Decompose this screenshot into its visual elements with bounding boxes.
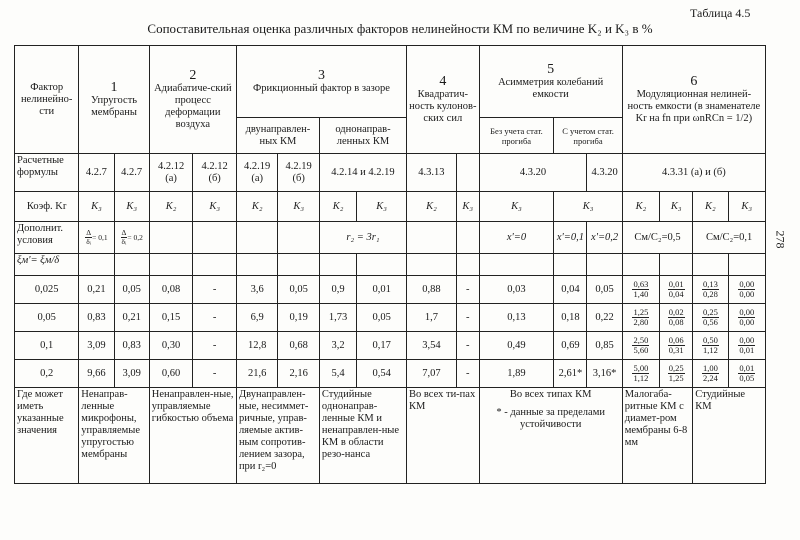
frac-cell: $\frac{2,50}{5,60}$: [622, 332, 659, 360]
empty-cell: [456, 254, 479, 276]
formula-cell: 4.2.19 (б): [278, 154, 319, 192]
xi-value: 0,2: [15, 360, 79, 388]
empty-cell: [357, 254, 407, 276]
value-cell: 1,7: [407, 304, 457, 332]
coef-cell: K₃: [114, 192, 149, 222]
coef-cell: K₃: [79, 192, 114, 222]
frac-cell: $\frac{0,50}{1,12}$: [693, 332, 728, 360]
frac-cell: $\frac{0,25}{0,56}$: [693, 304, 728, 332]
formula-cell: 4.2.19 (а): [236, 154, 277, 192]
formula-cell: 4.3.20: [479, 154, 587, 192]
value-cell: 12,8: [236, 332, 277, 360]
empty-cell: [660, 254, 693, 276]
value-cell: 0,83: [114, 332, 149, 360]
value-cell: 0,49: [479, 332, 554, 360]
usage-col-5-text: Во всех типах КМ: [509, 389, 592, 400]
col-5-header: 5 Асимметрия колебаний емкости: [479, 46, 622, 118]
value-cell: -: [456, 304, 479, 332]
coef-cell: K₃: [278, 192, 319, 222]
xi-value: 0,025: [15, 276, 79, 304]
coef-cell: K₂: [693, 192, 728, 222]
coef-cell: K₂: [407, 192, 457, 222]
frac-cell: $\frac{0,06}{0,31}$: [660, 332, 693, 360]
value-cell: 5,4: [319, 360, 356, 388]
cm-condition-01: Cм/C₂=0,1: [693, 222, 766, 254]
value-cell: 0,22: [587, 304, 622, 332]
value-cell: -: [193, 332, 237, 360]
value-cell: -: [193, 276, 237, 304]
empty-cell: [407, 254, 457, 276]
frac-cell: $\frac{0,01}{0,05}$: [728, 360, 766, 388]
coef-cell: K₂: [319, 192, 356, 222]
value-cell: 0,13: [479, 304, 554, 332]
value-cell: 0,54: [357, 360, 407, 388]
empty-cell: [236, 222, 277, 254]
usage-col-3b: Студийные однонаправ-ленные КМ и ненаправлен-ные КМ в области резо-нанса: [319, 388, 406, 484]
value-cell: 0,15: [149, 304, 193, 332]
empty-cell: [407, 222, 457, 254]
formula-cell: 4.2.12 (а): [149, 154, 193, 192]
value-cell: -: [456, 360, 479, 388]
value-cell: 0,60: [149, 360, 193, 388]
value-cell: 7,07: [407, 360, 457, 388]
coef-cell: K₃: [357, 192, 407, 222]
empty-cell: [236, 254, 277, 276]
value-cell: 3,6: [236, 276, 277, 304]
value-cell: 0,69: [554, 332, 587, 360]
x-condition-0: x'=0: [479, 222, 554, 254]
empty-cell: [622, 254, 659, 276]
formula-cell: 4.2.7: [79, 154, 114, 192]
usage-col-3a: Двунаправлен-ные, несиммет-ричные, управ-ляемые актив-ным сопротив-лением зазора, при r₂=0: [236, 388, 319, 484]
coef-cell: K₃: [479, 192, 554, 222]
coef-cell: K₂: [622, 192, 659, 222]
xi-label: ξм'= ξм/δ: [15, 254, 79, 276]
value-cell: 0,01: [357, 276, 407, 304]
xi-value: 0,05: [15, 304, 79, 332]
value-cell: 0,9: [319, 276, 356, 304]
value-cell: 2,16: [278, 360, 319, 388]
frac-cell: $\frac{0,00}{0,00}$: [728, 276, 766, 304]
coef-cell: K₂: [236, 192, 277, 222]
col-1-header: 1 Упругость мембраны: [79, 46, 150, 154]
frac-cell: $\frac{5,00}{1,12}$: [622, 360, 659, 388]
value-cell: 0,05: [114, 276, 149, 304]
usage-row: [15, 388, 766, 484]
empty-cell: [728, 254, 766, 276]
col-3a-header: двунаправлен-ных КМ: [236, 118, 319, 154]
col-4-header: 4 Квадратич-ность кулонов-ских сил: [407, 46, 480, 154]
value-cell: -: [193, 304, 237, 332]
data-row-0: [15, 276, 766, 304]
usage-col-2: Ненаправлен-ные, управляемые гибкостью объема: [149, 388, 236, 484]
frac-cell: $\frac{0,01}{0,04}$: [660, 276, 693, 304]
coef-cell: K₃: [728, 192, 766, 222]
value-cell: 0,85: [587, 332, 622, 360]
usage-col-5-note: * - данные за пределами устойчивости: [496, 407, 605, 430]
comparison-table: [14, 45, 766, 484]
col-5b-header: С учетом стат. прогиба: [554, 118, 622, 154]
col-3-header: 3 Фрикционный фактор в зазоре: [236, 46, 406, 118]
col-3b-header: однонаправ-ленных КМ: [319, 118, 406, 154]
value-cell: 0,05: [357, 304, 407, 332]
value-cell: 0,03: [479, 276, 554, 304]
formula-cell: 4.3.13: [407, 154, 457, 192]
page-title: Сопоставительная оценка различных факторов нелинейности КМ по величине K₂ и K₃ в %: [147, 21, 653, 36]
value-cell: 0,17: [357, 332, 407, 360]
coef-cell: K₃: [554, 192, 622, 222]
page-number: 278: [773, 230, 788, 249]
extra-label: Дополнит. условия: [15, 222, 79, 254]
frac-cell: $\frac{1,00}{2,24}$: [693, 360, 728, 388]
value-cell: 0,05: [587, 276, 622, 304]
coef-cell: K₃: [193, 192, 237, 222]
value-cell: 0,19: [278, 304, 319, 332]
empty-cell: [149, 254, 193, 276]
table-label: Таблица 4.5: [690, 6, 751, 20]
data-row-2: [15, 332, 766, 360]
value-cell: 0,30: [149, 332, 193, 360]
value-cell: -: [456, 276, 479, 304]
value-cell: 1,73: [319, 304, 356, 332]
value-cell: 3,2: [319, 332, 356, 360]
coef-cell: K₃: [456, 192, 479, 222]
col-5a-header: Без учета стат. прогиба: [479, 118, 554, 154]
empty-cell: [693, 254, 728, 276]
value-cell: 3,16*: [587, 360, 622, 388]
formula-cell: 4.2.12 (б): [193, 154, 237, 192]
coef-label: Коэф. Kr: [15, 192, 79, 222]
value-cell: 0,05: [278, 276, 319, 304]
empty-cell: [479, 254, 554, 276]
formula-cell: 4.3.20: [587, 154, 622, 192]
usage-col-6a: Малогаба-ритные КМ с диамет-ром мембраны 6-8 мм: [622, 388, 693, 484]
empty-cell: [456, 222, 479, 254]
value-cell: 0,21: [114, 304, 149, 332]
value-cell: 3,09: [79, 332, 114, 360]
usage-col-6b: Студийные КМ: [693, 388, 766, 484]
empty-cell: [149, 222, 193, 254]
frac-cell: $\frac{1,25}{2,80}$: [622, 304, 659, 332]
value-cell: -: [456, 332, 479, 360]
delta-condition-2: $\frac{\Delta}{\text{δᵢ}}$ = 0,2: [114, 222, 149, 254]
frac-cell: $\frac{0,00}{0,00}$: [728, 304, 766, 332]
empty-cell: [319, 254, 356, 276]
empty-cell: [193, 222, 237, 254]
value-cell: 0,18: [554, 304, 587, 332]
empty-cell: [587, 254, 622, 276]
formula-cell: 4.3.31 (а) и (б): [622, 154, 765, 192]
coef-cell: K₂: [149, 192, 193, 222]
empty-cell: [79, 254, 114, 276]
empty-cell: [193, 254, 237, 276]
value-cell: 0,88: [407, 276, 457, 304]
col-6-header: 6 Модуляционная нелиней-ность емкости (в знаменателе Kr на fn при ωnRCn = 1/2): [622, 46, 765, 154]
data-row-3: [15, 360, 766, 388]
frac-cell: $\frac{0,25}{1,25}$: [660, 360, 693, 388]
xi-value: 0,1: [15, 332, 79, 360]
r-condition: r₂ = 3r₁: [319, 222, 406, 254]
value-cell: 2,61*: [554, 360, 587, 388]
value-cell: 1,89: [479, 360, 554, 388]
formula-cell: 4.2.14 и 4.2.19: [319, 154, 406, 192]
frac-cell: $\frac{0,63}{1,40}$: [622, 276, 659, 304]
col-2-header: 2 Адиабатиче-ский процесс деформации воздуха: [149, 46, 236, 154]
cm-condition-05: Cм/C₂=0,5: [622, 222, 693, 254]
value-cell: 0,83: [79, 304, 114, 332]
formula-cell-empty: [456, 154, 479, 192]
frac-cell: $\frac{0,02}{0,08}$: [660, 304, 693, 332]
frac-cell: $\frac{0,13}{0,28}$: [693, 276, 728, 304]
value-cell: 0,04: [554, 276, 587, 304]
value-cell: -: [193, 360, 237, 388]
value-cell: 3,09: [114, 360, 149, 388]
factor-header: Фактор нелинейно-сти: [15, 46, 79, 154]
value-cell: 9,66: [79, 360, 114, 388]
x-condition-01: x'=0,1: [554, 222, 587, 254]
value-cell: 0,08: [149, 276, 193, 304]
value-cell: 6,9: [236, 304, 277, 332]
value-cell: 0,21: [79, 276, 114, 304]
value-cell: 3,54: [407, 332, 457, 360]
formulas-label: Расчетные формулы: [15, 154, 79, 192]
coef-cell: K₃: [660, 192, 693, 222]
data-row-1: [15, 304, 766, 332]
empty-cell: [554, 254, 587, 276]
delta-condition-1: $\frac{\Delta}{\text{δᵢ}}$ = 0,1: [79, 222, 114, 254]
x-condition-02: x'=0,2: [587, 222, 622, 254]
empty-cell: [114, 254, 149, 276]
value-cell: 21,6: [236, 360, 277, 388]
usage-col-1: Ненаправ-ленные микрофоны, управляемые упругостью мембраны: [79, 388, 150, 484]
empty-cell: [278, 222, 319, 254]
value-cell: 0,68: [278, 332, 319, 360]
empty-cell: [278, 254, 319, 276]
usage-label: Где может иметь указанные значения: [15, 388, 79, 484]
usage-col-5: [479, 388, 622, 484]
frac-cell: $\frac{0,00}{0,01}$: [728, 332, 766, 360]
formula-cell: 4.2.7: [114, 154, 149, 192]
usage-col-4: Во всех ти-пах КМ: [407, 388, 480, 484]
